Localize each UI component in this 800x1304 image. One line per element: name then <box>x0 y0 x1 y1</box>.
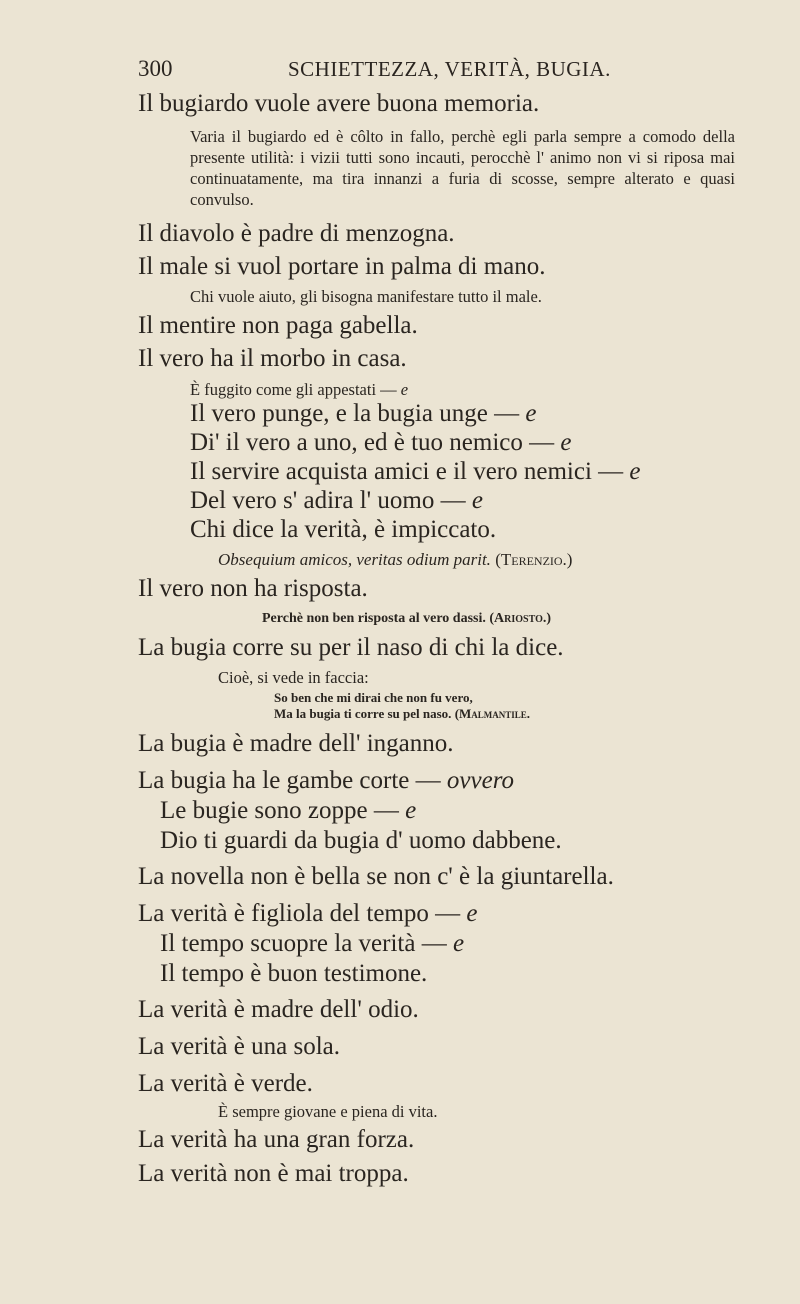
proverb-line <box>138 900 477 928</box>
proverb-line: La verità ha una gran forza. <box>138 1126 415 1153</box>
page-header <box>138 56 738 86</box>
connector-word: e <box>560 429 572 456</box>
latin-quote <box>218 550 572 570</box>
proverb-line: Il vero non ha risposta. <box>138 575 368 602</box>
line-text: Ma la bugia ti corre su pel naso. <box>274 706 452 721</box>
proverb-line: La verità è madre dell' odio. <box>138 996 419 1023</box>
proverb-line: La bugia corre su per il naso di chi la dice. <box>138 634 564 661</box>
page-number: 300 <box>138 56 173 81</box>
line-text: È fuggito come gli appestati — <box>190 380 397 399</box>
commentary-paragraph: Varia il bugiardo ed è côlto in fallo, perchè egli parla sempre a comodo della presente utilità: i vizii tutti sono incauti, perocchè l' animo non vi si riposa mai continuatamente, ma tira innanzi a furia di scosse, sempre alterato e quasi convulso. <box>190 127 735 209</box>
running-title: SCHIETTEZZA, VERITÀ, BUGIA. <box>288 57 611 81</box>
line-text: Del vero s' adira l' uomo — <box>190 487 466 514</box>
connector-word: e <box>525 400 537 427</box>
proverb-line: Il male si vuol portare in palma di mano. <box>138 253 546 280</box>
connector-word: e <box>466 900 478 927</box>
connector-word: e <box>405 797 417 824</box>
commentary-line: È sempre giovane e piena di vita. <box>218 1102 438 1121</box>
line-text: Il servire acquista amici e il vero nemici — <box>190 458 624 485</box>
line-text: Obsequium amicos, veritas odium parit. <box>218 550 491 569</box>
proverb-line <box>138 767 514 795</box>
proverb-line <box>160 930 464 958</box>
line-text: Di' il vero a uno, ed è tuo nemico — <box>190 429 555 456</box>
line-text: La bugia ha le gambe corte — <box>138 767 441 794</box>
verse-quote <box>262 611 551 627</box>
line-text: Perchè non ben risposta al vero dassi. <box>262 611 486 626</box>
proverb-line: La verità è verde. <box>138 1070 313 1097</box>
proverb-line <box>190 429 572 457</box>
commentary-line <box>190 380 408 400</box>
line-text: Le bugie sono zoppe — <box>160 797 399 824</box>
proverb-line: La novella non è bella se non c' è la giuntarella. <box>138 863 614 890</box>
verse-line <box>274 706 530 722</box>
connector-word: e <box>452 930 465 957</box>
connector-word: e <box>400 380 409 399</box>
line-text: Il vero punge, e la bugia unge — <box>190 400 520 427</box>
line-text: La verità è figliola del tempo — <box>138 900 461 927</box>
commentary-line: Cioè, si vede in faccia: <box>218 668 369 687</box>
proverb-line: Il bugiardo vuole avere buona memoria. <box>138 90 540 117</box>
citation: (Malmantile. <box>454 706 531 721</box>
proverb-line: La verità non è mai troppa. <box>138 1160 409 1187</box>
commentary-line: Chi vuole aiuto, gli bisogna manifestare tutto il male. <box>190 287 542 306</box>
citation: (Terenzio.) <box>495 550 573 569</box>
line-text: Il tempo scuopre la verità — <box>160 930 447 957</box>
proverb-line <box>160 797 416 825</box>
connector-word: e <box>471 487 483 514</box>
connector-word: e <box>629 458 641 485</box>
proverb-line: Il tempo è buon testimone. <box>160 960 428 987</box>
proverb-line: Chi dice la verità, è impiccato. <box>190 516 497 543</box>
proverb-line: La bugia è madre dell' inganno. <box>138 730 454 757</box>
connector-word: ovvero <box>446 767 514 794</box>
citation: (Ariosto.) <box>489 611 552 626</box>
proverb-line: Il diavolo è padre di menzogna. <box>138 220 455 247</box>
proverb-line: Il mentire non paga gabella. <box>138 312 418 339</box>
proverb-line <box>190 458 641 486</box>
proverb-line: Il vero ha il morbo in casa. <box>138 345 407 372</box>
proverb-line <box>190 400 536 428</box>
proverb-line <box>190 487 483 515</box>
proverb-line: Dio ti guardi da bugia d' uomo dabbene. <box>160 827 562 854</box>
proverb-line: La verità è una sola. <box>138 1033 340 1060</box>
verse-line: So ben che mi dirai che non fu vero, <box>274 690 473 705</box>
